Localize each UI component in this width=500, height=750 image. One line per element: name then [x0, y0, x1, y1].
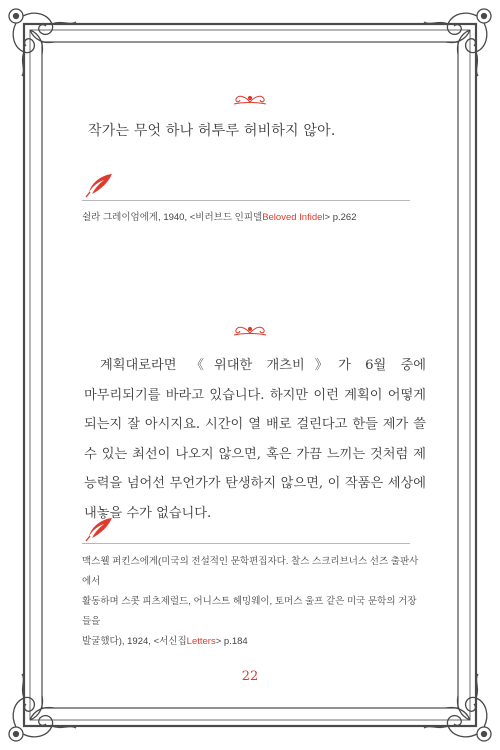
source-suffix: > p.262 [324, 212, 357, 223]
source-title-english: Letters [186, 636, 216, 647]
quill-pen-icon [84, 516, 114, 542]
quote-source-1 [82, 208, 422, 228]
source-text: 쉴라 그레이엄에게, 1940, <비러브드 인피델 [82, 212, 263, 223]
flourish-ornament-icon [232, 93, 268, 107]
divider-line [82, 200, 410, 201]
source-line: 활동하며 스콧 피츠제럴드, 어니스트 헤밍웨이, 토머스 울프 같은 미국 문학의 거장들을 [82, 596, 417, 627]
quill-pen-icon [84, 172, 114, 198]
source-title-english: Beloved Infidel [262, 212, 325, 223]
divider-line [82, 543, 410, 544]
flourish-ornament-icon [232, 324, 268, 338]
quote-source-2 [82, 552, 422, 652]
page-number: 22 [241, 669, 259, 684]
source-text: 발굴했다), 1924, <서신집 [82, 636, 187, 647]
quote-text-2: 계획대로라면 《위대한 개츠비》가 6월 중에 마무리되기를 바라고 있습니다. 하지만 이런 계획이 어떻게 되는지 잘 아시지요. 시간이 열 배로 걸린다고 한들 제가 쓸 수 있는 최선이 나오지 않으면, 혹은 가끔 느끼는 것처럼 제 능력을 넘어선 무언가가 탄생하지 않으면, 이 작품은 세상에 내놓을 수가 없습니다. [84, 358, 426, 521]
quote-text-1: 작가는 무엇 하나 허투루 허비하지 않아. [88, 123, 336, 139]
source-line [82, 632, 422, 652]
source-line: 맥스웰 퍼킨스에게(미국의 전설적인 문학편집자다. 찰스 스크리브너스 선즈 출판사에서 [82, 556, 419, 587]
source-suffix: > p.184 [215, 636, 248, 647]
